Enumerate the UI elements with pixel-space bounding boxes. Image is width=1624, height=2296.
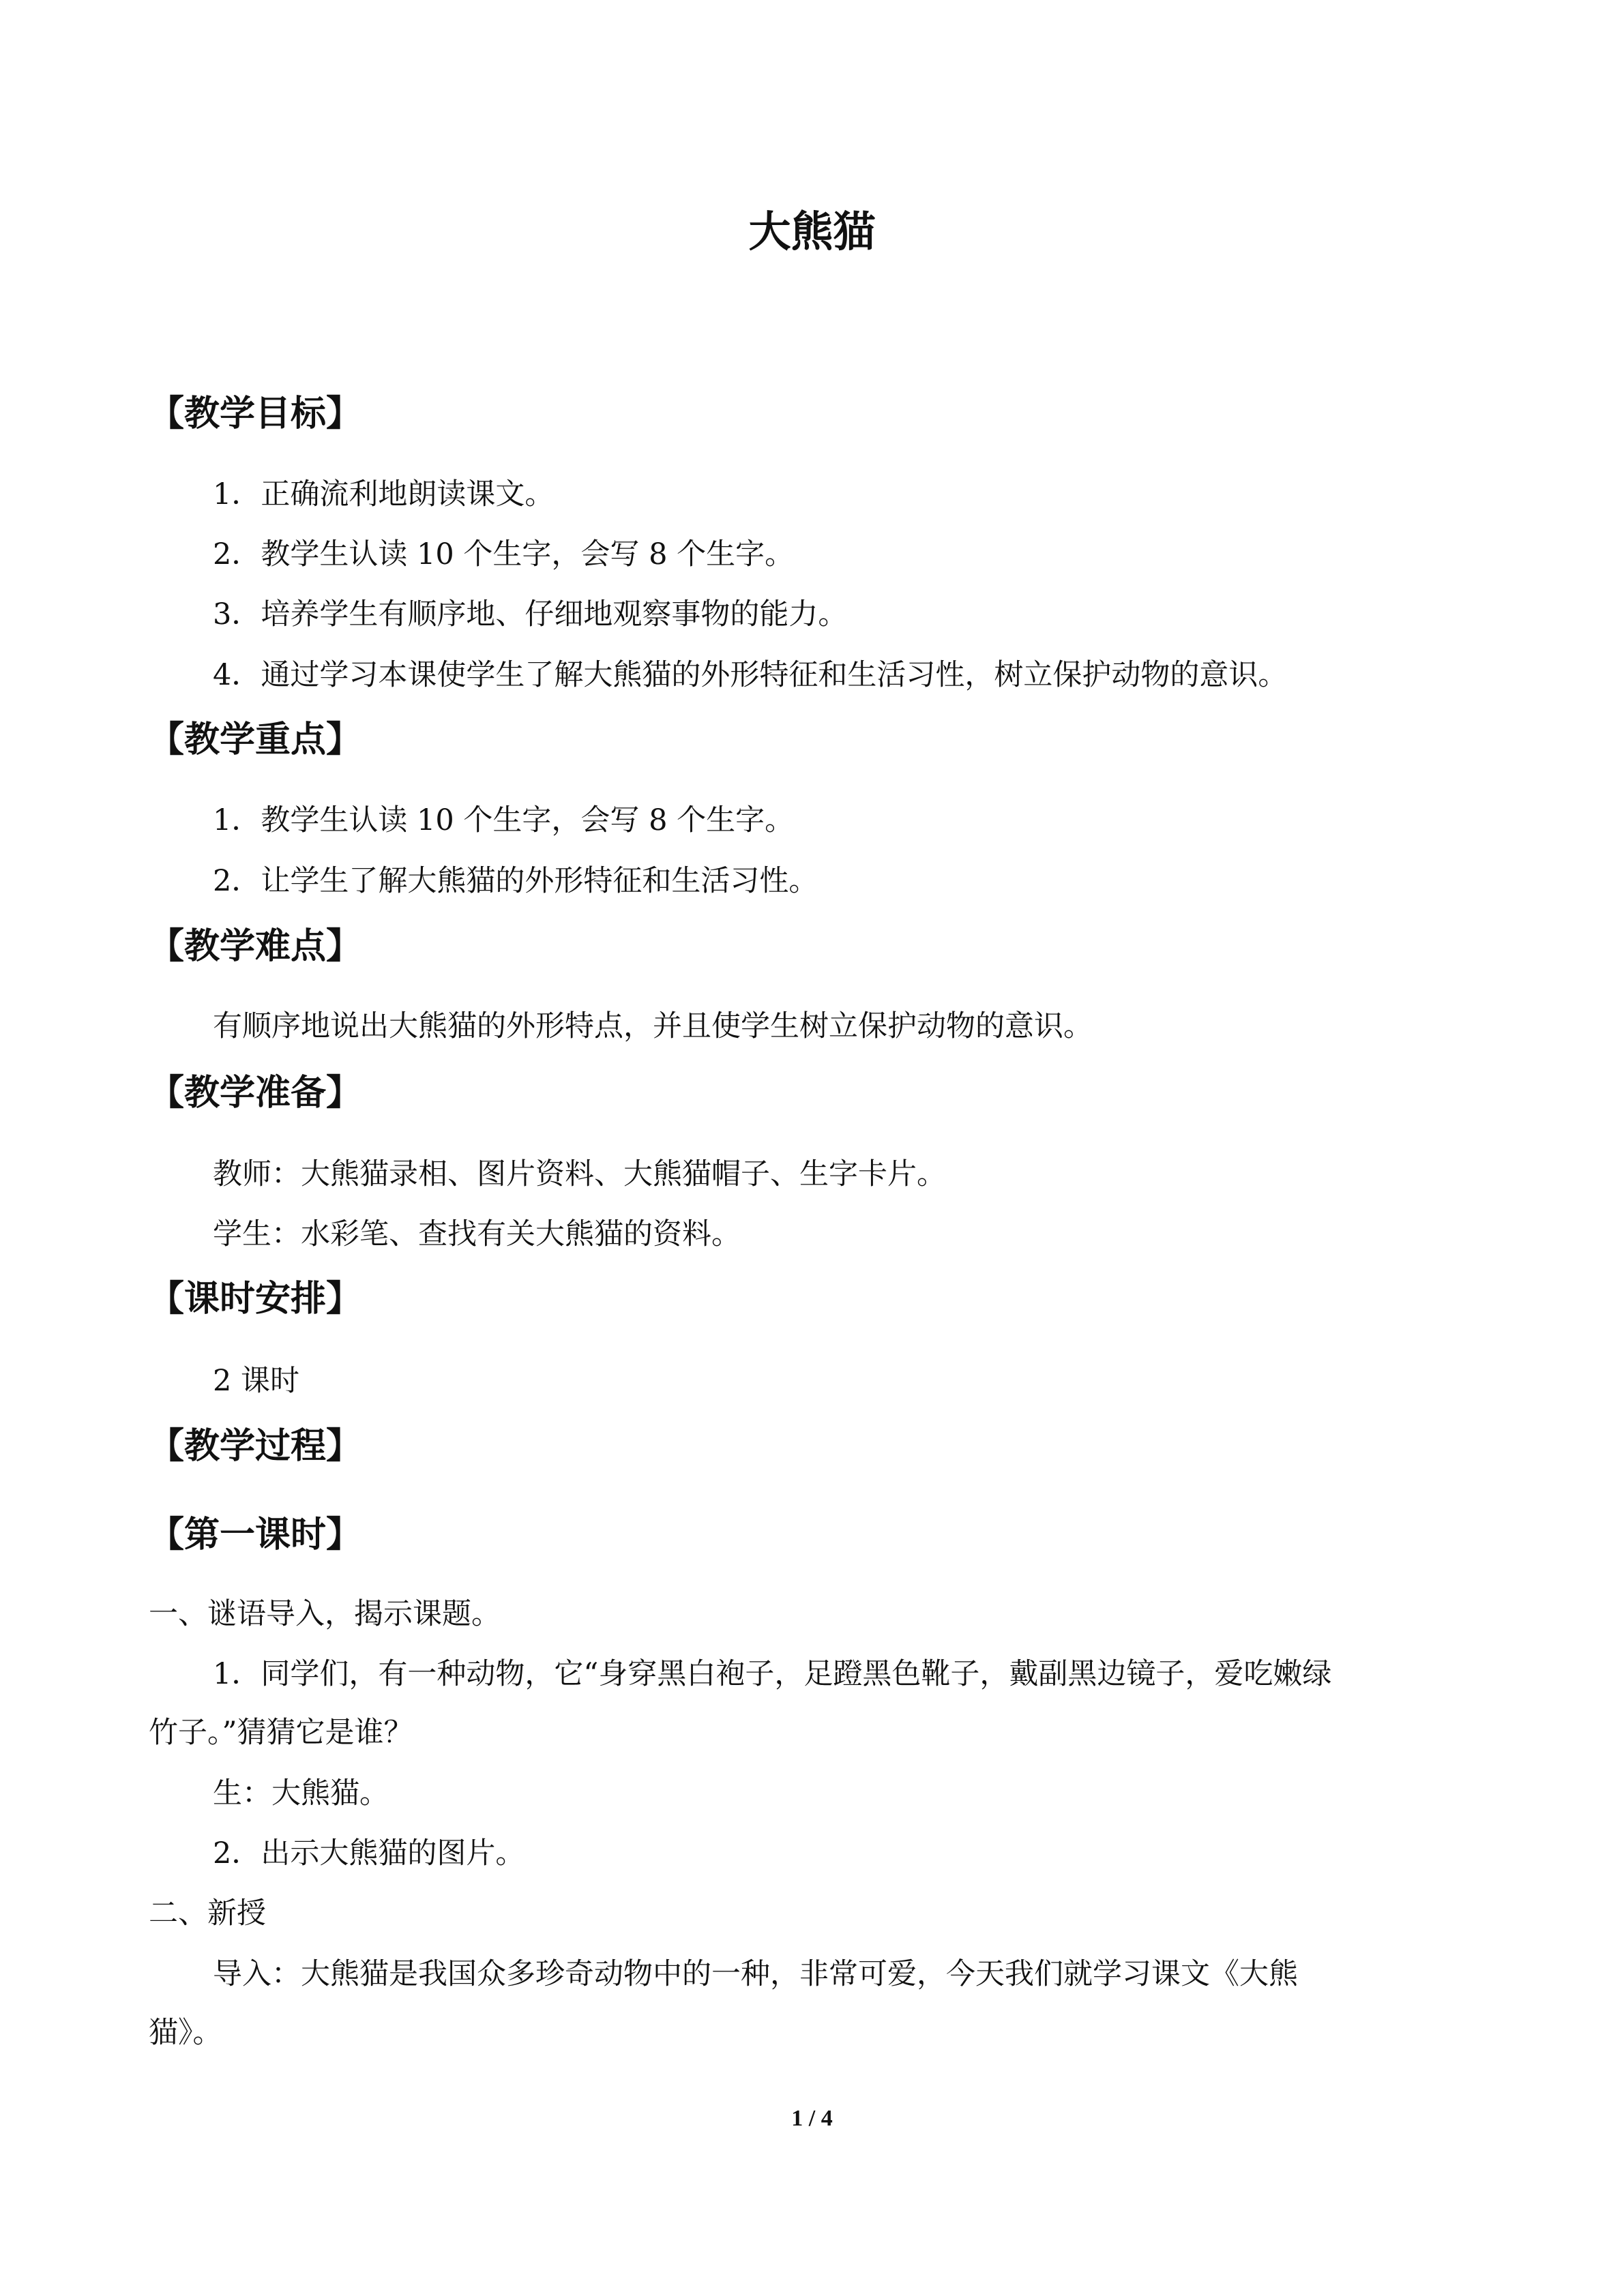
key-point-item: 1．教学生认读 10 个生字，会写 8 个生字。	[213, 803, 795, 837]
heading-lesson-1: 【第一课时】	[149, 1515, 362, 1555]
page-number: 1 / 4	[791, 2106, 833, 2131]
lesson-line: 导入：大熊猫是我国众多珍奇动物中的一种，非常可爱，今天我们就学习课文《大熊	[213, 1957, 1298, 1991]
lesson-line: 竹子。”猜猜它是谁？	[149, 1716, 413, 1750]
lesson-line: 猫》。	[149, 2016, 222, 2050]
heading-preparation: 【教学准备】	[149, 1073, 362, 1114]
heading-process: 【教学过程】	[149, 1426, 362, 1467]
lesson-line: 2．出示大熊猫的图片。	[213, 1836, 525, 1870]
preparation-item: 教师：大熊猫录相、图片资料、大熊猫帽子、生字卡片。	[213, 1157, 946, 1191]
lesson-line: 生：大熊猫。	[213, 1776, 389, 1810]
objective-item: 2．教学生认读 10 个生字，会写 8 个生字。	[213, 537, 795, 571]
lesson-line: 二、新授	[149, 1896, 266, 1930]
difficulty-item: 有顺序地说出大熊猫的外形特点，并且使学生树立保护动物的意识。	[213, 1009, 1093, 1043]
preparation-item: 学生：水彩笔、查找有关大熊猫的资料。	[213, 1217, 741, 1251]
document-title: 大熊猫	[748, 207, 876, 256]
objective-item: 4．通过学习本课使学生了解大熊猫的外形特征和生活习性，树立保护动物的意识。	[213, 658, 1288, 692]
key-point-item: 2．让学生了解大熊猫的外形特征和生活习性。	[213, 864, 818, 898]
schedule-item: 2 课时	[213, 1364, 300, 1398]
heading-key-points: 【教学重点】	[149, 719, 362, 760]
lesson-line: 1．同学们，有一种动物，它“身穿黑白袍子，足蹬黑色靴子，戴副黑边镜子，爱吃嫩绿	[213, 1657, 1332, 1691]
lesson-line: 一、谜语导入，揭示课题。	[149, 1597, 501, 1631]
objective-item: 3．培养学生有顺序地、仔细地观察事物的能力。	[213, 597, 848, 631]
heading-difficulties: 【教学难点】	[149, 926, 362, 967]
heading-objectives: 【教学目标】	[149, 393, 362, 434]
objective-item: 1．正确流利地朗读课文。	[213, 477, 555, 511]
heading-schedule: 【课时安排】	[149, 1279, 362, 1320]
